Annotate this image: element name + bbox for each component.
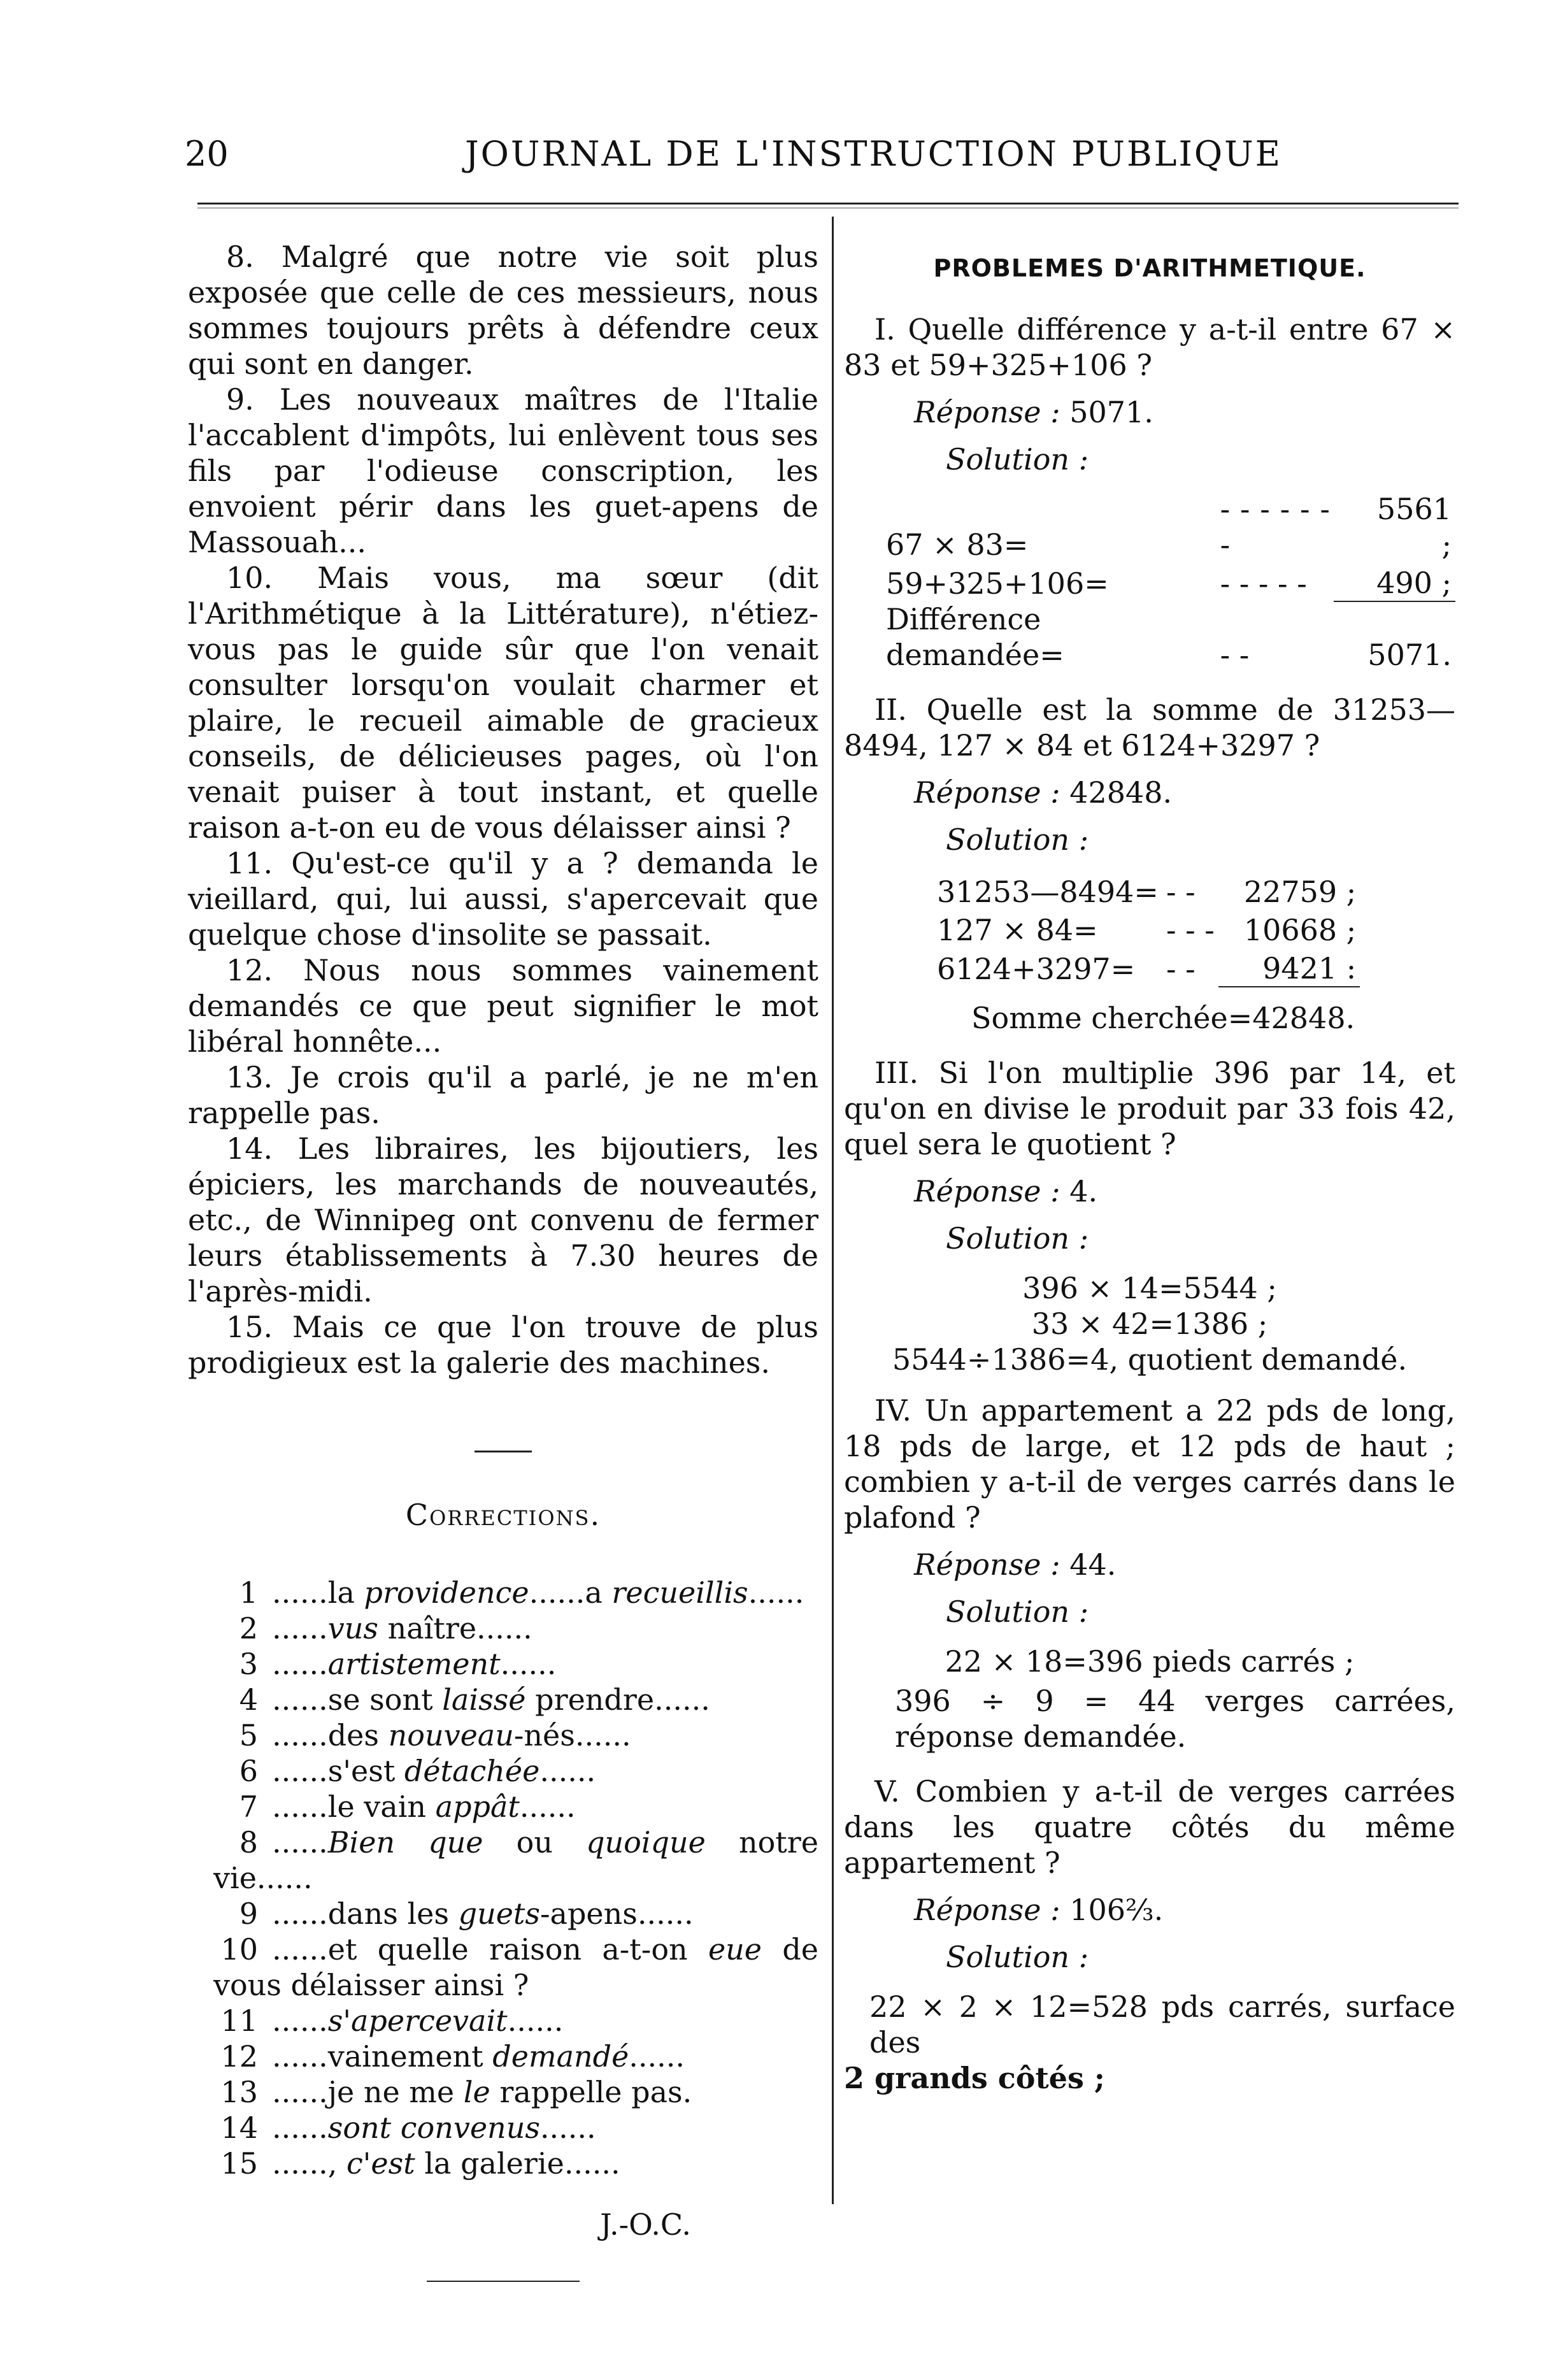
answer-label: Réponse : <box>914 395 1060 429</box>
exercise-paragraph: 10. Mais vous, ma sœur (dit l'Arithmétique à la Littérature), n'étiez-vous pas le guide sûr que l'on venait consulter lorsqu'on voulait charmer et plaire, le recueil aimable de gracieux conseils, de délicieuses pages, où l'on venait puiser à tout instant, et quelle raison a-t-on eu de vous délaisser ainsi ? <box>188 561 818 845</box>
journal-title: JOURNAL DE L'INSTRUCTION PUBLIQUE <box>465 134 1283 174</box>
problem-question: II. Quelle est la somme de 31253—8494, 127 × 84 et 6124+3297 ? <box>844 692 1455 763</box>
solution-label: Solution : <box>946 1221 1089 1256</box>
calc-result: Somme cherchée=42848. <box>971 1001 1355 1035</box>
corrections-title: Corrections. <box>405 1498 601 1532</box>
answer-value: 106⅔. <box>1069 1893 1164 1927</box>
problems-title: PROBLEMES D'ARITHMETIQUE. <box>933 254 1366 282</box>
signature: J.-O.C. <box>600 2207 691 2242</box>
answer-line <box>914 1892 1455 1928</box>
exercise-paragraph: 12. Nous nous sommes vainement demandés ce que peut signifier le mot libéral honnête... <box>188 953 818 1059</box>
calc-line: 22 × 2 × 12=528 pds carrés, surface des <box>869 1989 1455 2060</box>
correction-item: 13 ......je ne me le rappelle pas. <box>220 2075 692 2109</box>
solution-label: Solution : <box>946 1595 1089 1629</box>
correction-item: 15 ......, c'est la galerie...... <box>220 2146 620 2181</box>
correction-item: 1 ......la providence......a recueillis...... <box>239 1575 804 1610</box>
problem-question: V. Combien y a-t-il de verges carrées dans les quatre côtés du même appartement ? <box>844 1774 1455 1880</box>
answer-line <box>914 775 1455 810</box>
calc-row: 59+325+106= - - - - - 490 ; <box>882 563 1455 601</box>
left-column <box>188 239 818 2282</box>
calc-row: 127 × 84= - - - 10668 ; <box>937 913 1357 947</box>
answer-value: 44. <box>1069 1547 1117 1582</box>
correction-item: 9 ......dans les guets-apens...... <box>239 1896 694 1931</box>
correction-item: 10 ......et quelle raison a-t-on eue de vous délaisser ainsi ? <box>213 1932 818 2002</box>
calc-row: 67 × 83= - - - - - - - 5561 ; <box>886 492 1452 562</box>
column-divider <box>832 217 834 2204</box>
bottom-rule <box>427 2281 580 2282</box>
calc-line: 396 × 14=5544 ; <box>1022 1271 1277 1305</box>
correction-item: 7 ......le vain appât...... <box>239 1789 576 1824</box>
answer-label: Réponse : <box>914 1893 1060 1927</box>
exercise-paragraph: 15. Mais ce que l'on trouve de plus prodigieux est la galerie des machines. <box>188 1310 818 1380</box>
correction-item: 6 ......s'est détachée...... <box>239 1754 596 1788</box>
calc-line: 2 grands côtés ; <box>844 2061 1105 2095</box>
problem-question: IV. Un appartement a 22 pds de long, 18 pds de large, et 12 pds de haut ; combien y a-t-il de verges carrés dans le plafond ? <box>844 1393 1455 1535</box>
exercise-paragraph: 11. Qu'est-ce qu'il y a ? demanda le vieillard, qui, lui aussi, s'apercevait que quelque chose d'insolite se passait. <box>188 846 818 952</box>
answer-line <box>914 1547 1455 1582</box>
correction-item: 3 ......artistement...... <box>239 1647 557 1681</box>
answer-value: 42848. <box>1069 775 1173 810</box>
calc-line: 33 × 42=1386 ; <box>1031 1307 1268 1341</box>
correction-item: 12 ......vainement demandé...... <box>220 2039 685 2074</box>
section-separator <box>475 1451 532 1452</box>
calc-line: 22 × 18=396 pieds carrés ; <box>945 1644 1355 1679</box>
page-number: 20 <box>185 134 229 174</box>
solution-label: Solution : <box>946 1940 1089 1974</box>
calc-row: Différence demandée= - - 5071. <box>886 602 1452 672</box>
calc-row: 6124+3297= - - 9421 : <box>933 948 1360 987</box>
calc-line: 5544÷1386=4, quotient demandé. <box>892 1342 1408 1377</box>
solution-label: Solution : <box>946 822 1089 857</box>
exercise-paragraph: 14. Les libraires, les bijoutiers, les épiciers, les marchands de nouveautés, etc., de Winnipeg ont convenu de fermer leurs établissements à 7.30 heures de l'après-midi. <box>188 1131 818 1308</box>
problem-question: III. Si l'on multiplie 396 par 14, et qu'on en divise le produit par 33 fois 42, quel sera le quotient ? <box>844 1056 1455 1161</box>
answer-label: Réponse : <box>914 1547 1060 1582</box>
correction-item: 4 ......se sont laissé prendre...... <box>239 1682 710 1717</box>
right-column <box>844 239 1455 2096</box>
correction-item: 11 ......s'apercevait...... <box>220 2004 564 2038</box>
corrections-list <box>188 1575 818 2181</box>
correction-item: 14 ......sont convenus...... <box>220 2111 596 2145</box>
answer-line <box>914 1173 1455 1209</box>
solution-label: Solution : <box>946 442 1089 477</box>
answer-line <box>914 394 1455 430</box>
exercise-paragraph: 13. Je crois qu'il a parlé, je ne m'en rappelle pas. <box>188 1060 818 1130</box>
correction-item: 5 ......des nouveau-nés...... <box>239 1718 631 1753</box>
answer-label: Réponse : <box>914 775 1060 810</box>
answer-label: Réponse : <box>914 1174 1060 1208</box>
exercise-paragraph: 8. Malgré que notre vie soit plus exposée que celle de ces messieurs, nous sommes toujours prêts à défendre ceux qui sont en danger. <box>188 240 818 381</box>
calculation-table <box>882 491 1455 673</box>
exercise-paragraph: 9. Les nouveaux maîtres de l'Italie l'accablent d'impôts, lui enlèvent tous ses fils par l'odieuse conscription, les envoient périr dans les guet-apens de Massouah... <box>188 382 818 559</box>
calc-row: 31253—8494= - - 22759 ; <box>937 875 1357 909</box>
answer-value: 5071. <box>1069 395 1153 429</box>
problem-question: I. Quelle différence y a-t-il entre 67 × 83 et 59+325+106 ? <box>844 312 1455 382</box>
correction-item: 2 ......vus naître...... <box>239 1611 532 1645</box>
header-rule <box>197 203 1459 204</box>
calc-line: 396 ÷ 9 = 44 verges carrées, réponse demandée. <box>895 1684 1455 1754</box>
answer-value: 4. <box>1069 1174 1098 1208</box>
calculation-table <box>933 871 1360 987</box>
correction-item: 8 ......Bien que ou quoique notre vie...... <box>213 1825 818 1895</box>
